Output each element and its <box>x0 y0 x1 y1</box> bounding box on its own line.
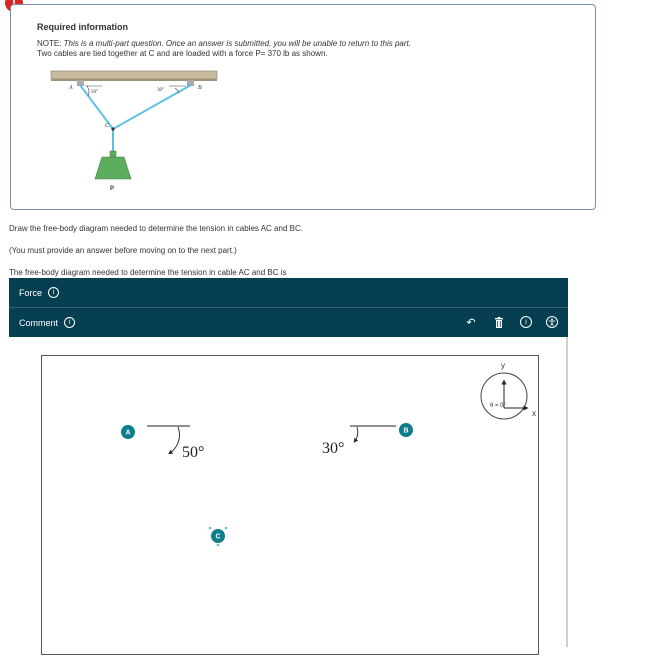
help-info-icon[interactable]: i <box>520 316 532 328</box>
instruction-text: Draw the free-body diagram needed to determine the tension in cables AC and BC. <box>9 224 303 233</box>
point-c-label: C <box>215 533 221 541</box>
drawing-canvas[interactable] <box>41 355 539 655</box>
angle-text-b: 30° <box>322 440 345 457</box>
force-info-icon[interactable]: i <box>48 287 59 298</box>
compass-theta-readout: θ = 0° <box>490 403 506 409</box>
point-b-label: B <box>403 427 409 435</box>
angle-label-a: 50° <box>91 90 98 95</box>
note-italic: This is a multi-part question. Once an answer is submitted, you will be unable to return to this part. <box>63 39 411 48</box>
comment-info-icon[interactable]: i <box>64 317 75 328</box>
info-title: Required information <box>37 22 129 32</box>
label-a: A <box>69 85 73 91</box>
force-tool-label[interactable]: Force <box>19 287 43 298</box>
ceiling-beam <box>51 71 217 79</box>
required-info-box <box>10 4 596 210</box>
must-answer-text: (You must provide an answer before moving on to the next part.) <box>9 246 237 255</box>
c-handle-3[interactable] <box>217 544 220 547</box>
angle-arrow-a <box>170 427 179 453</box>
comment-tool-label[interactable]: Comment <box>19 317 59 328</box>
weight-block <box>95 157 131 179</box>
cable-figure <box>47 65 227 200</box>
angle-text-a: 50° <box>182 444 205 461</box>
c-handle-1[interactable] <box>209 527 212 530</box>
drawing-tool-panel <box>9 278 568 337</box>
trash-icon[interactable] <box>492 315 506 329</box>
accessibility-icon[interactable] <box>546 316 558 328</box>
fbd-canvas-svg[interactable] <box>42 356 540 656</box>
force-tool-row[interactable] <box>9 278 568 308</box>
toolbar-icons <box>464 315 558 329</box>
compass-x-label: x <box>532 409 536 418</box>
drawing-canvas-area <box>9 337 568 647</box>
cable-bc <box>113 85 191 129</box>
compass-y-label: y <box>501 361 505 370</box>
lead-in-text: The free-body diagram needed to determine the tension in cable AC and BC is <box>9 268 287 277</box>
point-a-label: A <box>125 429 131 437</box>
c-handle-2[interactable] <box>225 527 228 530</box>
knot-c <box>111 127 114 130</box>
label-b: B <box>198 85 202 91</box>
label-c: C <box>105 123 110 129</box>
comment-tool-row[interactable] <box>9 308 568 337</box>
label-p: P <box>110 186 115 192</box>
weight-hook <box>110 151 116 157</box>
note-prefix: NOTE: <box>37 39 64 48</box>
angle-arrow-b-up <box>355 427 358 441</box>
info-note <box>37 39 577 59</box>
problem-description: Two cables are tied together at C and are loaded with a force P= 370 lb as shown. <box>37 49 328 58</box>
undo-icon[interactable]: ↶ <box>466 316 476 329</box>
angle-label-b: 30° <box>157 88 164 93</box>
